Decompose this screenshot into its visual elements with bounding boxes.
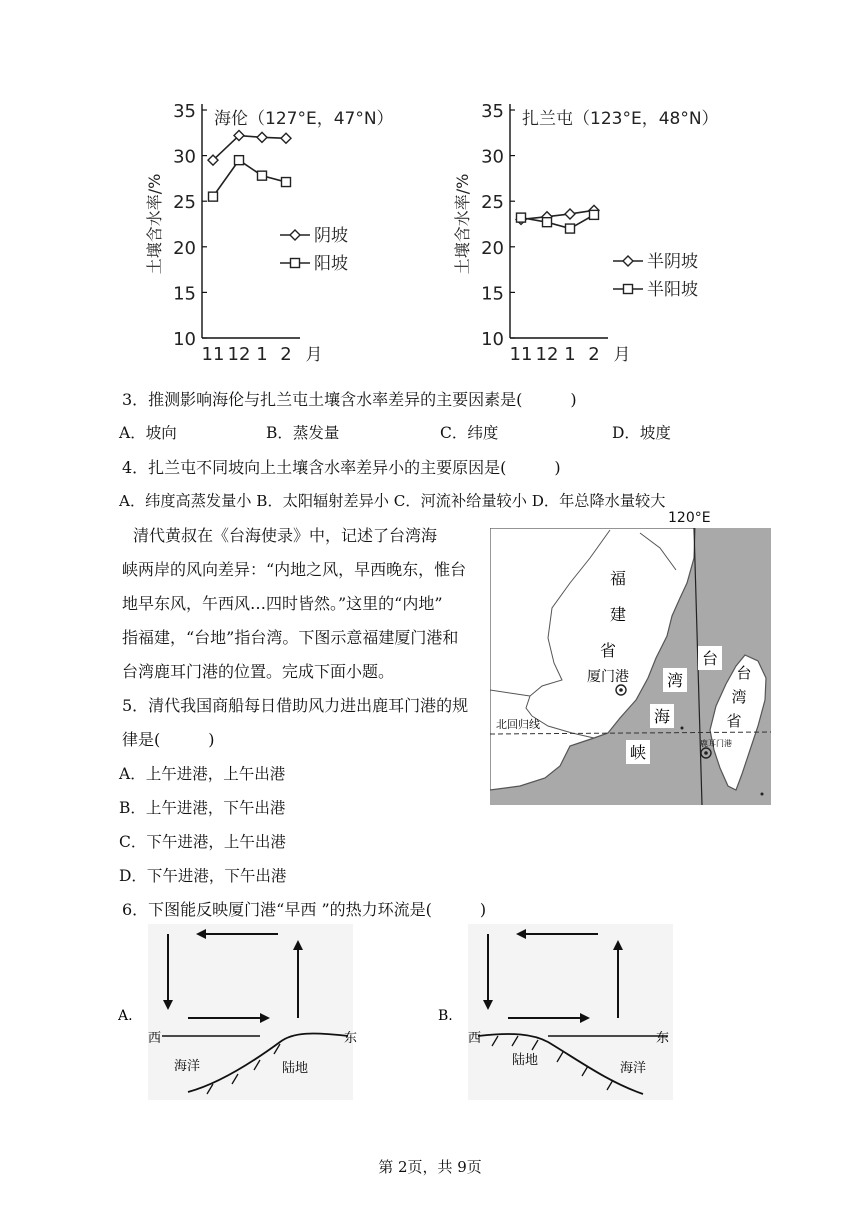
map-label-strait-hai: 海 xyxy=(653,707,671,726)
data-point-square xyxy=(543,218,552,227)
x-tick-label: 2 xyxy=(280,344,292,365)
map-label-strait-wan: 湾 xyxy=(666,671,684,690)
data-point-square xyxy=(517,213,526,222)
passage-line-4: 指福建，“台地”指台湾。下图示意福建厦门港和 xyxy=(122,628,459,647)
y-tick-label: 20 xyxy=(481,237,504,259)
legend-marker-diamond xyxy=(623,256,633,266)
q5-option-b: B．上午进港，下午出港 xyxy=(119,799,286,817)
y-tick-label: 35 xyxy=(173,101,196,122)
y-axis-label: 土壤含水率/% xyxy=(145,173,164,275)
legend-label: 半阳坡 xyxy=(647,280,698,300)
option-b-label: B. xyxy=(438,1008,453,1024)
data-point-square xyxy=(209,192,218,201)
passage-line-1: 清代黄叔在《台海使录》中，记述了台湾海 xyxy=(133,526,438,545)
diagram-a-right-surface: 陆地 xyxy=(282,1061,309,1076)
question-6-stem: 6．下图能反映厦门港“早西 ”的热力环流是( ) xyxy=(122,900,487,919)
question-5-stem-line-2: 律是( ) xyxy=(122,730,215,749)
map-label-sheng: 省 xyxy=(599,641,617,660)
chart-title: 海伦（127°E，47°N） xyxy=(214,109,394,129)
diagram-b-right-surface: 海洋 xyxy=(620,1061,647,1076)
series-line-1 xyxy=(521,215,594,229)
y-tick-label: 20 xyxy=(173,237,196,259)
series-line-1 xyxy=(213,160,286,196)
y-axis-label: 土壤含水率/% xyxy=(453,173,472,275)
diagram-a-east: 东 xyxy=(344,1031,358,1046)
map-label-tropic: 北回归线 xyxy=(496,718,540,731)
diagram-b-left-surface: 陆地 xyxy=(512,1053,539,1068)
legend-label: 半阴坡 xyxy=(647,252,698,272)
y-tick-label: 30 xyxy=(481,146,504,168)
q5-option-a: A．上午进港，上午出港 xyxy=(119,765,286,783)
page-footer: 第 2页，共 9页 xyxy=(378,1158,482,1176)
circulation-diagram-b xyxy=(438,924,688,1100)
data-point-square xyxy=(282,178,291,187)
map-label-strait-tai: 台 xyxy=(701,649,719,668)
question-3-stem: 3．推测影响海伦与扎兰屯土壤含水率差异的主要因素是( ) xyxy=(122,390,577,409)
x-unit-label: 月 xyxy=(305,345,323,365)
fujian-taiwan-map xyxy=(490,528,771,805)
legend-label: 阳坡 xyxy=(314,254,348,274)
q5-option-d: D．下午进港，下午出港 xyxy=(119,867,287,885)
map-label-taiwan-sheng: 省 xyxy=(726,712,742,730)
series-line-0 xyxy=(521,210,594,219)
diagram-a-west: 西 xyxy=(148,1031,162,1046)
legend-marker-diamond xyxy=(290,230,300,240)
map-label-taiwan-tai: 台 xyxy=(736,664,752,682)
legend-marker-square xyxy=(291,259,300,268)
chart-zhalantun-svg xyxy=(448,88,778,378)
chart-hailun xyxy=(140,88,470,378)
map-meridian-label: 120°E xyxy=(668,510,711,526)
data-point-diamond xyxy=(257,132,267,142)
chart-hailun-svg xyxy=(140,88,470,378)
data-point-square xyxy=(258,171,267,180)
question-5-stem-line-1: 5．清代我国商船每日借助风力进出鹿耳门港的规 xyxy=(122,696,469,715)
q5-option-c: C．下午进港，上午出港 xyxy=(119,833,286,851)
q3-option-c: C．纬度 xyxy=(440,424,499,442)
q4-options: A．纬度高蒸发量小 B．太阳辐射差异小 C．河流补给量较小 D．年总降水量较大 xyxy=(119,492,666,510)
passage-line-2: 峡两岸的风向差异：“内地之风，早西晚东，惟台 xyxy=(122,560,467,579)
map-svg xyxy=(490,528,771,805)
q3-option-b: B．蒸发量 xyxy=(266,424,340,442)
legend-label: 阴坡 xyxy=(314,226,348,246)
y-tick-label: 25 xyxy=(173,192,196,214)
map-label-xiamen: 厦门港 xyxy=(587,669,629,685)
map-label-jian: 建 xyxy=(609,605,627,624)
q3-option-d: D．坡度 xyxy=(612,424,671,442)
data-point-diamond xyxy=(565,209,575,219)
x-tick-label: 11 xyxy=(509,344,533,365)
x-tick-label: 1 xyxy=(564,344,576,365)
q3-option-a: A．坡向 xyxy=(119,424,177,442)
x-unit-label: 月 xyxy=(613,345,631,365)
passage-line-5: 台湾鹿耳门港的位置。完成下面小题。 xyxy=(122,662,395,681)
chart-title: 扎兰屯（123°E，48°N） xyxy=(522,109,719,129)
y-tick-label: 35 xyxy=(481,101,504,122)
x-tick-label: 2 xyxy=(588,344,600,365)
legend-marker-square xyxy=(624,285,633,294)
x-tick-label: 11 xyxy=(201,344,225,365)
data-point-square xyxy=(566,224,575,233)
x-tick-label: 1 xyxy=(256,344,268,365)
map-label-luermen: 鹿耳门港 xyxy=(700,739,732,748)
map-label-fu: 福 xyxy=(609,569,627,588)
map-label-taiwan-wan: 湾 xyxy=(731,688,747,706)
diagram-a-left-surface: 海洋 xyxy=(174,1059,201,1074)
passage-line-3: 地早东风，午西风…四时皆然。”这里的“内地” xyxy=(122,594,443,613)
diagram-b-east: 东 xyxy=(656,1031,670,1046)
series-line-0 xyxy=(213,136,286,161)
data-point-square xyxy=(235,156,244,165)
y-tick-label: 30 xyxy=(173,146,196,168)
y-tick-label: 10 xyxy=(173,329,196,350)
x-tick-label: 12 xyxy=(227,344,251,365)
option-a-label: A. xyxy=(118,1008,133,1024)
circulation-diagram-a xyxy=(118,924,368,1100)
y-tick-label: 25 xyxy=(481,192,504,214)
question-4-stem: 4．扎兰屯不同坡向上土壤含水率差异小的主要原因是( ) xyxy=(122,458,561,477)
map-label-strait-xia: 峡 xyxy=(629,743,647,762)
y-tick-label: 10 xyxy=(481,329,504,350)
data-point-square xyxy=(590,210,599,219)
chart-zhalantun xyxy=(448,88,778,378)
x-tick-label: 12 xyxy=(535,344,559,365)
data-point-diamond xyxy=(281,133,291,143)
y-tick-label: 15 xyxy=(173,283,196,305)
y-tick-label: 15 xyxy=(481,283,504,305)
diagram-b-west: 西 xyxy=(468,1031,482,1046)
